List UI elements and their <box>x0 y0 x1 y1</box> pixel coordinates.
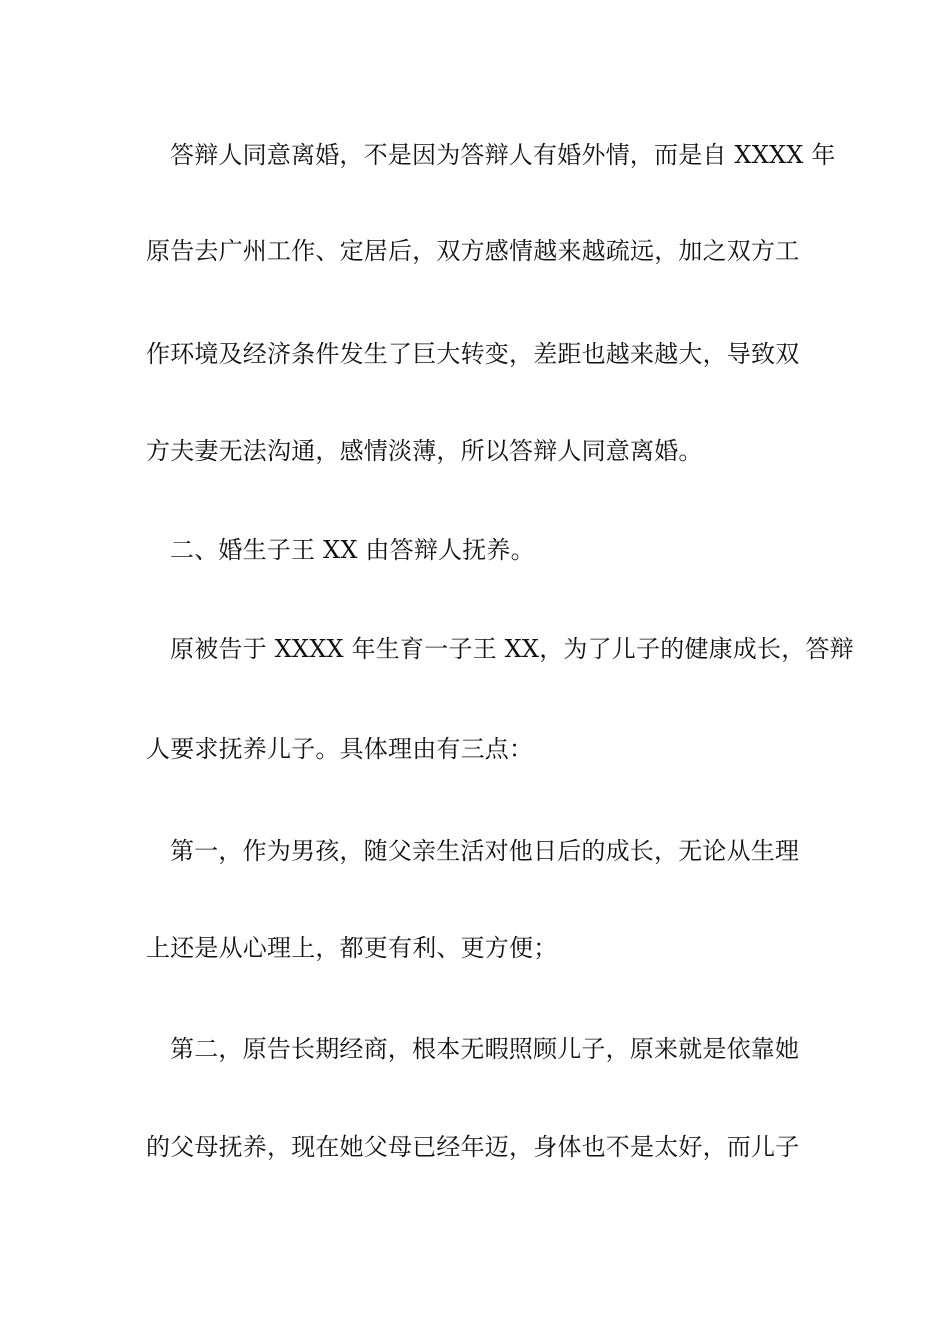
paragraph-line-10: 的父母抚养，现在她父母已经年迈，身体也不是太好，而儿子 <box>146 1133 800 1161</box>
paragraph-line-7: 第一，作为男孩，随父亲生活对他日后的成长，无论从生理 <box>170 837 800 865</box>
section-heading: 二、婚生子王 XX 由答辩人抚养。 <box>170 536 535 564</box>
paragraph-line-6: 人要求抚养儿子。具体理由有三点： <box>146 735 534 763</box>
paragraph-line-3: 作环境及经济条件发生了巨大转变，差距也越来越大，导致双 <box>146 340 800 368</box>
paragraph-line-5: 原被告于 XXXX 年生育一子王 XX，为了儿子的健康成长，答辩 <box>170 635 854 663</box>
paragraph-line-1: 答辩人同意离婚，不是因为答辩人有婚外情，而是自 XXXX 年 <box>170 141 836 169</box>
paragraph-line-9: 第二，原告长期经商，根本无暇照顾儿子，原来就是依靠她 <box>170 1035 800 1063</box>
paragraph-line-8: 上还是从心理上，都更有利、更方便； <box>146 934 558 962</box>
paragraph-line-2: 原告去广州工作、定居后，双方感情越来越疏远，加之双方工 <box>146 237 800 265</box>
paragraph-line-4: 方夫妻无法沟通，感情淡薄，所以答辩人同意离婚。 <box>146 437 703 465</box>
